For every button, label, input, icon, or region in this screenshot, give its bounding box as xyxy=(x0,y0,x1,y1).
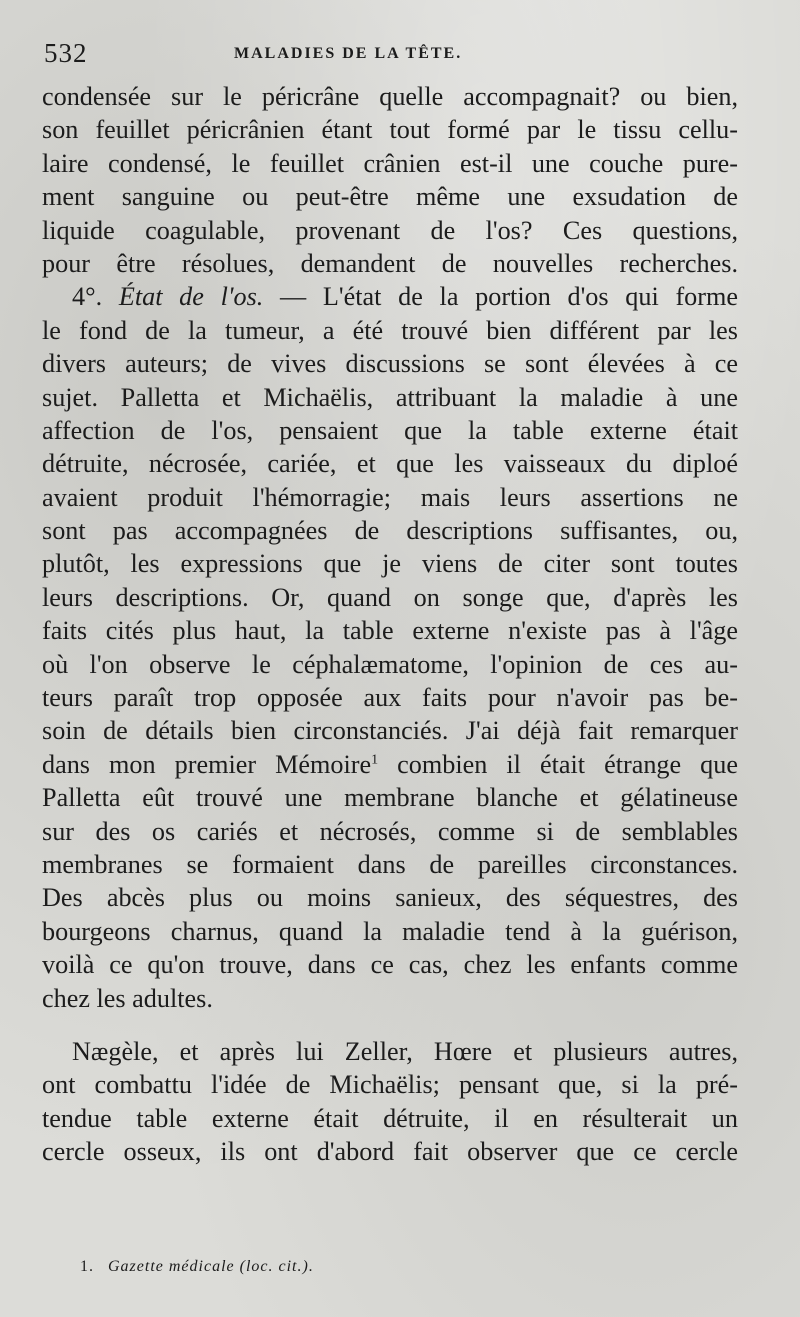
footnote xyxy=(80,1258,314,1276)
text-line: pour être résolues, demandent de nouvelles recherches. xyxy=(42,248,738,278)
text-line: sur des os cariés et nécrosés, comme si de semblables xyxy=(42,816,738,846)
page-header xyxy=(44,38,744,74)
text-line: leurs descriptions. Or, quand on songe que, d'après les xyxy=(42,582,738,612)
paragraph-gap xyxy=(42,1015,738,1035)
section-first-line-text: — L'état de la portion d'os qui forme xyxy=(280,282,738,312)
text-line: tendue table externe était détruite, il en résulterait un xyxy=(42,1103,738,1133)
text-line: Des abcès plus ou moins sanieux, des séquestres, des xyxy=(42,883,738,913)
text-line: bourgeons charnus, quand la maladie tend à la guérison, xyxy=(42,916,738,946)
text-line: Nægèle, et après lui Zeller, Hœre et plusieurs autres, xyxy=(72,1036,738,1066)
text-line: son feuillet péricrânien étant tout formé par le tissu cellu- xyxy=(42,115,738,145)
text-line: laire condensé, le feuillet crânien est-il une couche pure- xyxy=(42,148,738,178)
text-line: ment sanguine ou peut-être même une exsudation de xyxy=(42,182,738,212)
text-line: teurs paraît trop opposée aux faits pour n'avoir pas be- xyxy=(42,683,738,713)
text-line: liquide coagulable, provenant de l'os? Ces questions, xyxy=(42,215,738,245)
section-heading: État de l'os. xyxy=(118,282,264,312)
text-line: plutôt, les expressions que je viens de citer sont toutes xyxy=(42,549,738,579)
running-title: MALADIES DE LA TÊTE. xyxy=(234,45,463,62)
footnote-text: Gazette médicale (loc. cit.). xyxy=(108,1258,314,1275)
text-line: faits cités plus haut, la table externe n'existe pas à l'âge xyxy=(42,616,738,646)
text-line: cercle osseux, ils ont d'abord fait observer que ce cercle xyxy=(42,1137,738,1167)
text-line: divers auteurs; de vives discussions se sont élevées à ce xyxy=(42,349,738,379)
text-line: soin de détails bien circonstanciés. J'ai déjà fait remarquer xyxy=(42,716,738,746)
text-line: sujet. Palletta et Michaëlis, attribuant la maladie à une xyxy=(42,382,738,412)
section-number: 4°. xyxy=(72,282,103,312)
footnote-number: 1. xyxy=(80,1258,94,1275)
text-line: ont combattu l'idée de Michaëlis; pensant que, si la pré- xyxy=(42,1070,738,1100)
text-line-with-footnote-ref xyxy=(42,748,738,781)
memoire-text: dans mon premier Mémoire xyxy=(42,749,372,779)
text-line: affection de l'os, pensaient que la table externe était xyxy=(42,415,738,445)
footnote-reference: 1 xyxy=(371,752,379,768)
text-line: détruite, nécrosée, cariée, et que les vaisseaux du diploé xyxy=(42,449,738,479)
body-text xyxy=(42,80,738,1169)
page-number: 532 xyxy=(44,38,88,68)
text-line: où l'on observe le céphalæmatome, l'opinion de ces au- xyxy=(42,649,738,679)
text-line: Palletta eût trouvé une membrane blanche et gélatineuse xyxy=(42,783,738,813)
section-first-line xyxy=(42,280,738,313)
text-line: sont pas accompagnées de descriptions suffisantes, ou, xyxy=(42,516,738,546)
text-line: le fond de la tumeur, a été trouvé bien différent par les xyxy=(42,315,738,345)
text-line: condensée sur le péricrâne quelle accompagnait? ou bien, xyxy=(42,82,738,111)
text-line: voilà ce qu'on trouve, dans ce cas, chez les enfants comme xyxy=(42,950,738,980)
memoire-text-after: combien il était étrange que xyxy=(378,749,738,779)
text-line: chez les adultes. xyxy=(42,983,213,1013)
text-line: membranes se formaient dans de pareilles circonstances. xyxy=(42,849,738,879)
text-line: avaient produit l'hémorragie; mais leurs assertions ne xyxy=(42,482,738,512)
